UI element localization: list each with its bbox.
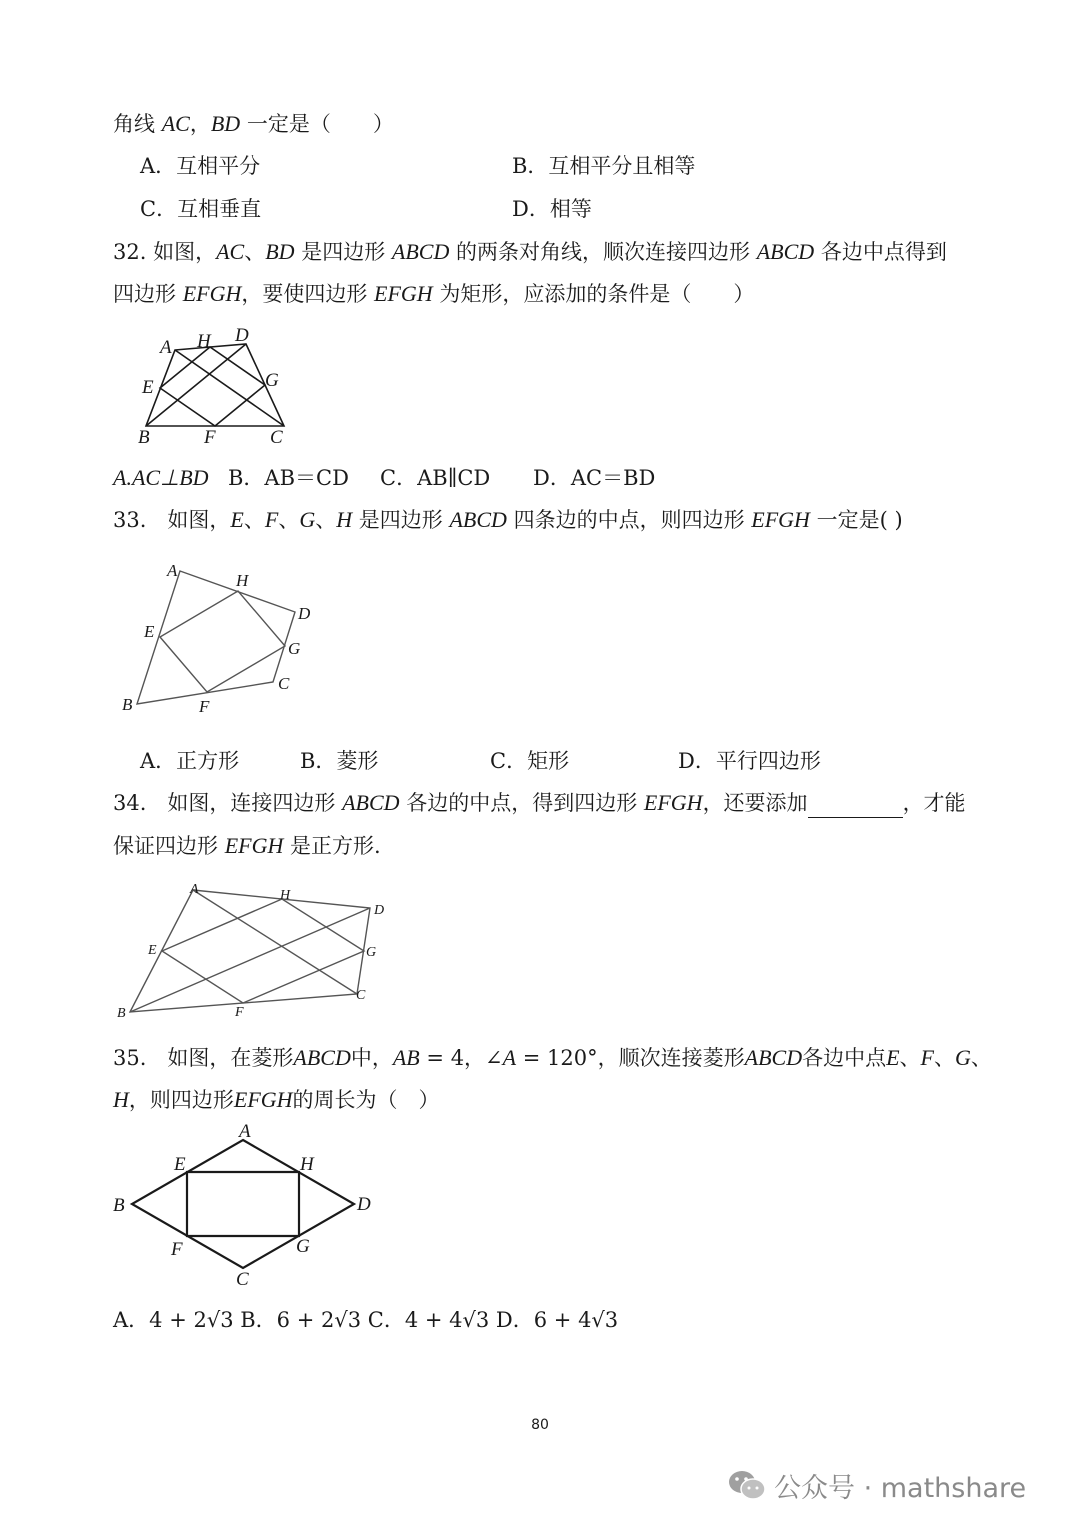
q32-figure [130, 320, 300, 450]
wechat-icon [728, 1469, 766, 1501]
q32-label-c: C [270, 427, 283, 448]
q35-label-f: F [171, 1239, 183, 1260]
q32-label-h: H [197, 331, 211, 352]
q34-label-a: A [190, 882, 199, 897]
q32-stem-line2: 四边形 EFGH，要使四边形 EFGH 为矩形，应添加的条件是（ ） [113, 281, 755, 306]
q34-label-e: E [148, 943, 157, 958]
q34-stem-line1: 34. 如图，连接四边形 ABCD 各边的中点，得到四边形 EFGH，还要添加 ，才能 [113, 788, 966, 818]
q32-option-b: B．AB＝CD [228, 466, 349, 490]
q33-label-a: A [167, 561, 178, 580]
q35-label-b: B [113, 1195, 125, 1216]
q31-option-a: A．互相平分 [140, 154, 261, 178]
q34-label-c: C [356, 988, 366, 1003]
q34-diagonal-ac [193, 890, 357, 994]
q33-label-b: B [122, 695, 133, 714]
q35-label-h: H [300, 1154, 314, 1175]
q32-label-e: E [142, 377, 154, 398]
q32-option-a: A.AC⊥BD [113, 465, 209, 490]
watermark-text: 公众号 · mathshare [774, 1472, 1027, 1504]
q32-label-b: B [138, 427, 150, 448]
page-number: 80 [531, 1417, 549, 1433]
q34-label-h: H [280, 888, 291, 903]
q35-label-e: E [174, 1154, 186, 1175]
q33-quad-efgh [160, 591, 285, 692]
q33-option-c: C．矩形 [490, 749, 570, 773]
q35-stem-line2: H，则四边形EFGH的周长为（ ） [113, 1087, 440, 1112]
q34-quad-efgh [162, 899, 364, 1003]
q31-stem-tail: 角线 AC，BD 一定是（ ） [113, 111, 394, 136]
q32-option-d: D．AC＝BD [533, 466, 656, 490]
q35-rectangle-efgh [187, 1172, 299, 1236]
q35-label-d: D [357, 1194, 371, 1215]
q33-option-a: A．正方形 [140, 749, 240, 773]
q31-option-d: D．相等 [512, 197, 592, 221]
q34-answer-blank[interactable] [808, 797, 903, 818]
q35-label-a: A [239, 1121, 251, 1142]
q35-stem-line1: 35. 如图，在菱形ABCD中，AB = 4，∠A = 120°，顺次连接菱形ABCD各边中点E、F、G、 [113, 1045, 992, 1070]
q35-rhombus-abcd [132, 1140, 354, 1268]
q34-quad-abcd [130, 890, 370, 1012]
watermark [728, 1465, 1026, 1505]
q32-option-c: C．AB∥CD [380, 466, 491, 490]
q33-figure [115, 555, 325, 720]
q34-label-d: D [374, 903, 385, 918]
q31-option-b: B．互相平分且相等 [512, 154, 696, 178]
q32-label-f: F [204, 427, 216, 448]
q33-label-c: C [278, 674, 290, 693]
q32-label-a: A [160, 337, 172, 358]
q33-label-f: F [199, 697, 210, 716]
q33-label-e: E [144, 622, 155, 641]
q34-figure [110, 875, 400, 1025]
q34-label-f: F [235, 1005, 244, 1020]
q33-stem: 33. 如图，E、F、G、H 是四边形 ABCD 四条边的中点，则四边形 EFGH 一定是( ) [113, 507, 903, 532]
q32-quad-efgh [160, 347, 265, 426]
q34-stem-line2: 保证四边形 EFGH 是正方形. [113, 833, 381, 858]
q33-option-b: B．菱形 [300, 749, 379, 773]
q34-label-g: G [366, 945, 377, 960]
q33-label-g: G [288, 639, 301, 658]
q32-stem-line1: 32. 如图，AC、BD 是四边形 ABCD 的两条对角线，顺次连接四边形 ABCD 各边中点得到 [113, 239, 947, 264]
q33-label-d: D [298, 604, 311, 623]
q33-option-d: D．平行四边形 [678, 749, 821, 773]
q32-label-d: D [235, 325, 249, 346]
q31-option-c: C．互相垂直 [140, 197, 262, 221]
q32-label-g: G [265, 370, 279, 391]
q34-label-b: B [117, 1006, 126, 1021]
q35-label-g: G [296, 1236, 310, 1257]
q35-label-c: C [236, 1269, 249, 1290]
q35-figure [108, 1118, 388, 1290]
q35-options: A．4 + 2√3 B．6 + 2√3 C．4 + 4√3 D．6 + 4√3 [113, 1308, 619, 1332]
q33-label-h: H [236, 571, 249, 590]
